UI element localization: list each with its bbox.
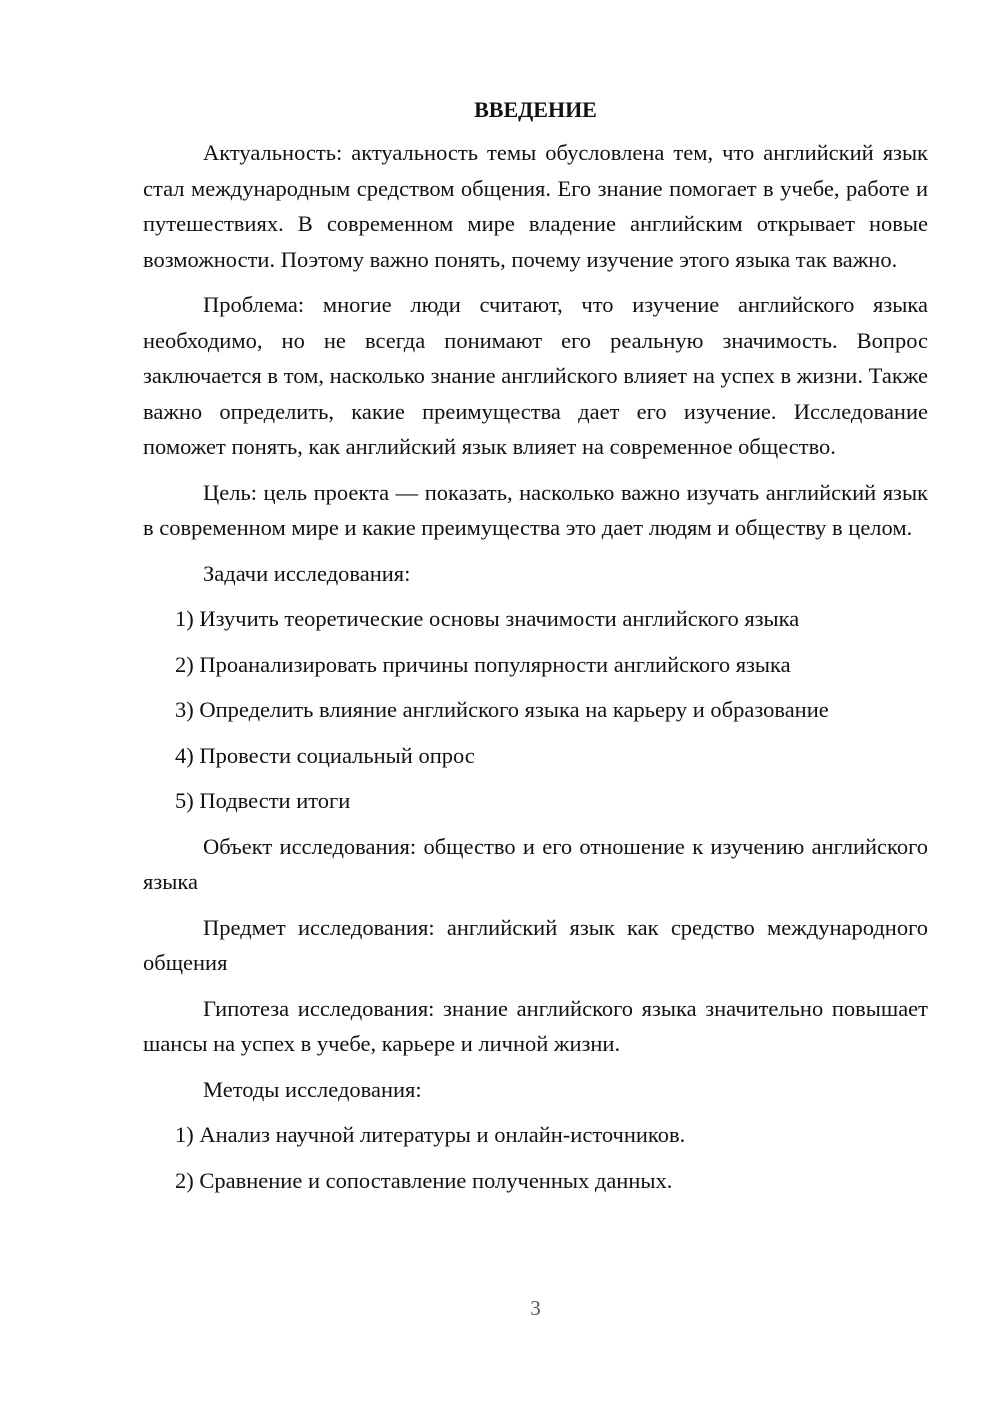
methods-list	[143, 1117, 928, 1198]
page-content	[143, 92, 928, 1208]
subject-paragraph: Предмет исследования: английский язык как средство международного общения	[143, 914, 928, 975]
page-title: ВВЕДЕНИЕ	[474, 97, 597, 122]
list-item: 2) Проанализировать причины популярности английского языка	[175, 651, 791, 677]
object-paragraph: Объект исследования: общество и его отношение к изучению английского языка	[143, 833, 928, 894]
list-item: 3) Определить влияние английского языка на карьеру и образование	[175, 697, 829, 722]
page-number: 3	[530, 1296, 541, 1320]
tasks-list	[143, 601, 928, 819]
list-item: 1) Анализ научной литературы и онлайн-источников.	[175, 1122, 686, 1147]
tasks-heading: Задачи исследования:	[203, 560, 411, 586]
list-item: 4) Провести социальный опрос	[175, 742, 475, 768]
list-item: 5) Подвести итоги	[175, 788, 351, 813]
goal-paragraph: Цель: цель проекта — показать, насколько важно изучать английский язык в современном мире и какие преимущества это дает людям и обществу в целом.	[143, 479, 928, 540]
methods-heading: Методы исследования:	[203, 1076, 422, 1102]
problem-paragraph: Проблема: многие люди считают, что изучение английского языка необходимо, но не всегда понимают его реальную значимость. Вопрос заключается в том, насколько знание английского влияет на успех в жизни. Также важно определить, какие преимущества дает его изучение. Исследование поможет понять, как английский язык влияет на современное общество.	[143, 292, 928, 459]
list-item: 1) Изучить теоретические основы значимости английского языка	[175, 606, 800, 631]
list-item: 2) Сравнение и сопоставление полученных данных.	[175, 1167, 673, 1193]
relevance-paragraph: Актуальность: актуальность темы обусловлена тем, что английский язык стал международным средством общения. Его знание помогает в учебе, работе и путешествиях. В современном мире владение английским открывает новые возможности. Поэтому важно понять, почему изучение этого языка так важно.	[143, 140, 928, 272]
hypothesis-paragraph: Гипотеза исследования: знание английского языка значительно повышает шансы на успех в учебе, карьере и личной жизни.	[143, 995, 928, 1056]
